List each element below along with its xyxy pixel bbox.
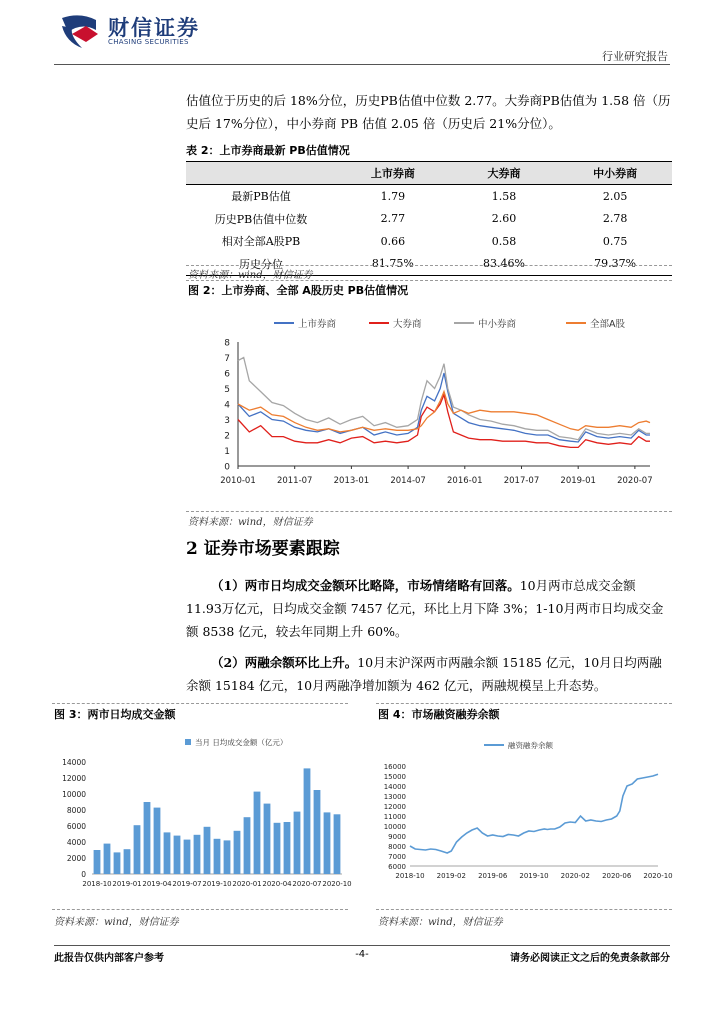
x-tick-label: 2010-01: [220, 476, 256, 486]
paragraph-1-body: 10月两市总成交金额 11.93万亿元，日均成交金额 7457 亿元，环比上月下降 3%；1-10月两市日均成交金额 8538 亿元，较去年同期上升 60%。: [186, 578, 664, 639]
header-rule: [54, 64, 670, 65]
y-tick-label: 0: [81, 870, 86, 879]
y-tick-label: 5: [224, 385, 230, 395]
x-tick-label: 2020-06: [602, 872, 632, 880]
paragraph-2-lead: （2）两融余额环比上升。: [211, 655, 358, 670]
table-cell: 2.78: [602, 212, 628, 226]
table-row-label: 历史PB估值中位数: [214, 212, 308, 226]
series-line: [238, 395, 650, 448]
table-row-label: 相对全部A股PB: [221, 235, 301, 249]
bar: [334, 814, 341, 874]
y-tick-label: 16000: [383, 763, 406, 771]
y-tick-label: 10000: [62, 790, 86, 799]
table-header-cell: [186, 162, 336, 185]
bar: [254, 792, 261, 874]
y-tick-label: 11000: [383, 813, 406, 821]
intro-paragraph: 估值位于历史的后 18%分位，历史PB估值中位数 2.77。大券商PB估值为 1.58 倍（历史后 17%分位），中小券商 PB 估值 2.05 倍（历史后 21%分位）。: [186, 93, 671, 131]
x-tick-label: 2020-07: [617, 476, 653, 486]
x-tick-label: 2019-07: [172, 880, 202, 888]
x-tick-label: 2018-10: [395, 872, 425, 880]
y-tick-label: 10000: [383, 823, 406, 831]
footer-disclaimer-right: 请务必阅读正文之后的免责条款部分: [510, 953, 670, 964]
y-tick-label: 8000: [388, 843, 406, 851]
y-tick-label: 8: [224, 338, 230, 349]
y-tick-label: 6000: [66, 822, 86, 831]
figure4-caption: 图 4：市场融资融券余额: [378, 708, 500, 721]
table-cell: 2.77: [380, 212, 406, 226]
bar: [234, 831, 241, 874]
bar: [104, 844, 111, 874]
section-title: 2 证券市场要素跟踪: [186, 539, 340, 559]
series-line: [410, 774, 658, 853]
figure2-source: 资料来源：wind，财信证券: [188, 517, 313, 528]
x-tick-label: 2019-10: [202, 880, 232, 888]
y-tick-label: 15000: [383, 773, 406, 781]
margin-balance-line-chart: [376, 730, 672, 886]
bar: [174, 836, 181, 874]
table-row: [186, 185, 672, 208]
y-tick-label: 4000: [66, 838, 86, 847]
bar: [134, 825, 141, 874]
y-tick-label: 1: [224, 447, 230, 457]
y-tick-label: 6: [224, 369, 230, 380]
x-tick-label: 2020-10: [643, 872, 673, 880]
figure2-caption: 图 2：上市券商、全部 A股历史 PB估值情况: [188, 284, 409, 297]
brand-name-en: CHASING SECURITIES: [108, 38, 189, 46]
footer-rule: [54, 945, 670, 946]
source-divider: [52, 909, 348, 910]
table-row-label: 最新PB估值: [231, 190, 291, 204]
bar: [244, 817, 251, 874]
caption-divider: [52, 703, 348, 704]
y-tick-label: 7000: [388, 853, 406, 861]
bar: [214, 839, 221, 874]
section-paragraph-2: [186, 651, 672, 697]
bar: [324, 812, 331, 874]
table-header-row: [186, 162, 672, 185]
table-cell: 0.75: [602, 234, 628, 248]
x-tick-label: 2020-04: [262, 880, 292, 888]
x-tick-label: 2019-06: [478, 872, 508, 880]
y-tick-label: 12000: [383, 803, 406, 811]
table-row: [186, 230, 672, 253]
y-tick-label: 4: [224, 400, 230, 411]
table-header-cell: 上市券商: [336, 162, 450, 185]
bar: [284, 822, 291, 874]
x-tick-label: 2017-07: [503, 476, 540, 486]
paragraph-2-body: 10月末沪深两市两融余额 15185 亿元，10月日均两融余额 15184 亿元，10月两融净增加额为 462 亿元，两融规模呈上升态势。: [186, 655, 662, 693]
daily-turnover-bar-chart: [52, 728, 352, 890]
bar: [194, 835, 201, 874]
bar: [204, 827, 211, 874]
table-header-cell: 中小券商: [558, 162, 672, 185]
source-divider: [376, 909, 672, 910]
page-number: -4-: [355, 949, 369, 960]
x-tick-label: 2019-01: [560, 476, 596, 486]
y-tick-label: 2: [224, 431, 230, 442]
company-logo: [60, 12, 100, 50]
brand-name-cn: 财信证券: [108, 16, 200, 40]
x-tick-label: 2020-10: [322, 880, 352, 888]
legend-label: 中小券商: [478, 319, 517, 330]
pb-history-line-chart: [186, 300, 672, 496]
x-tick-label: 2016-01: [447, 476, 483, 486]
bar: [124, 849, 131, 874]
y-tick-label: 2000: [66, 854, 86, 863]
pb-valuation-table: [186, 161, 672, 276]
y-tick-label: 8000: [66, 806, 86, 815]
x-tick-label: 2013-01: [333, 476, 370, 486]
bar: [154, 808, 161, 874]
x-tick-label: 2014-07: [390, 476, 426, 486]
caption-divider: [376, 703, 672, 704]
table-cell: 81.75%: [336, 253, 450, 276]
figure3-caption: 图 3：两市日均成交金额: [54, 708, 176, 721]
bar: [144, 802, 151, 874]
bar: [114, 852, 121, 874]
table2-caption: 表 2：上市券商最新 PB估值情况: [186, 144, 350, 157]
table-row: [186, 208, 672, 231]
y-tick-label: 14000: [62, 758, 86, 767]
bar: [224, 840, 231, 874]
section-paragraph-1: [186, 574, 672, 643]
legend-label: 当月 日均成交金额（亿元）: [195, 738, 288, 747]
y-tick-label: 9000: [388, 833, 406, 841]
y-tick-label: 0: [224, 462, 230, 473]
table-cell: 1.79: [380, 189, 406, 203]
bar: [274, 823, 281, 874]
x-tick-label: 2018-10: [82, 880, 112, 888]
x-tick-label: 2020-07: [292, 880, 322, 888]
bar: [94, 850, 101, 874]
bar: [184, 840, 191, 874]
legend-label: 大券商: [393, 319, 422, 330]
table-cell: 2.05: [602, 189, 628, 203]
y-tick-label: 3: [224, 416, 230, 426]
bar: [304, 768, 311, 874]
paragraph-1-lead: （1）两市日均成交金额环比略降，市场情绪略有回落。: [211, 578, 520, 593]
table-cell: 0.66: [380, 234, 406, 248]
caption-divider: [186, 280, 672, 281]
x-tick-label: 2011-07: [276, 476, 313, 486]
table-row-label: 历史分位: [186, 253, 336, 276]
series-line: [238, 373, 650, 442]
y-tick-label: 12000: [62, 774, 86, 783]
footer-disclaimer-left: 此报告仅供内部客户参考: [54, 953, 164, 964]
legend-label: 上市券商: [298, 319, 337, 330]
report-type: 行业研究报告: [602, 50, 668, 63]
y-tick-label: 14000: [383, 783, 406, 791]
table-cell: 0.58: [491, 234, 517, 248]
table-cell: 79.37%: [558, 253, 672, 276]
legend-swatch: [185, 739, 191, 745]
figure3-source: 资料来源：wind，财信证券: [54, 917, 179, 928]
table2-source: 资料来源：wind，财信证券: [188, 270, 313, 281]
y-tick-label: 13000: [383, 793, 406, 801]
table-cell: 1.58: [491, 189, 517, 203]
legend-label: 融资融券余额: [508, 741, 553, 750]
y-tick-label: 7: [224, 354, 230, 364]
x-tick-label: 2019-04: [142, 880, 172, 888]
x-tick-label: 2020-01: [232, 880, 262, 888]
table-header-cell: 大券商: [450, 162, 559, 185]
bar: [264, 804, 271, 874]
bar: [294, 812, 301, 874]
y-tick-label: 6000: [388, 863, 406, 871]
figure4-source: 资料来源：wind，财信证券: [378, 917, 503, 928]
x-tick-label: 2019-02: [436, 872, 466, 880]
table-cell: 2.60: [491, 212, 517, 226]
x-tick-label: 2019-10: [519, 872, 549, 880]
bar: [314, 790, 321, 874]
x-tick-label: 2020-02: [560, 872, 590, 880]
source-divider: [186, 511, 672, 512]
series-line: [238, 358, 650, 440]
x-tick-label: 2019-01: [112, 880, 142, 888]
legend-label: 全部A股: [590, 319, 625, 330]
bar: [164, 832, 171, 874]
table-cell: 83.46%: [450, 253, 559, 276]
